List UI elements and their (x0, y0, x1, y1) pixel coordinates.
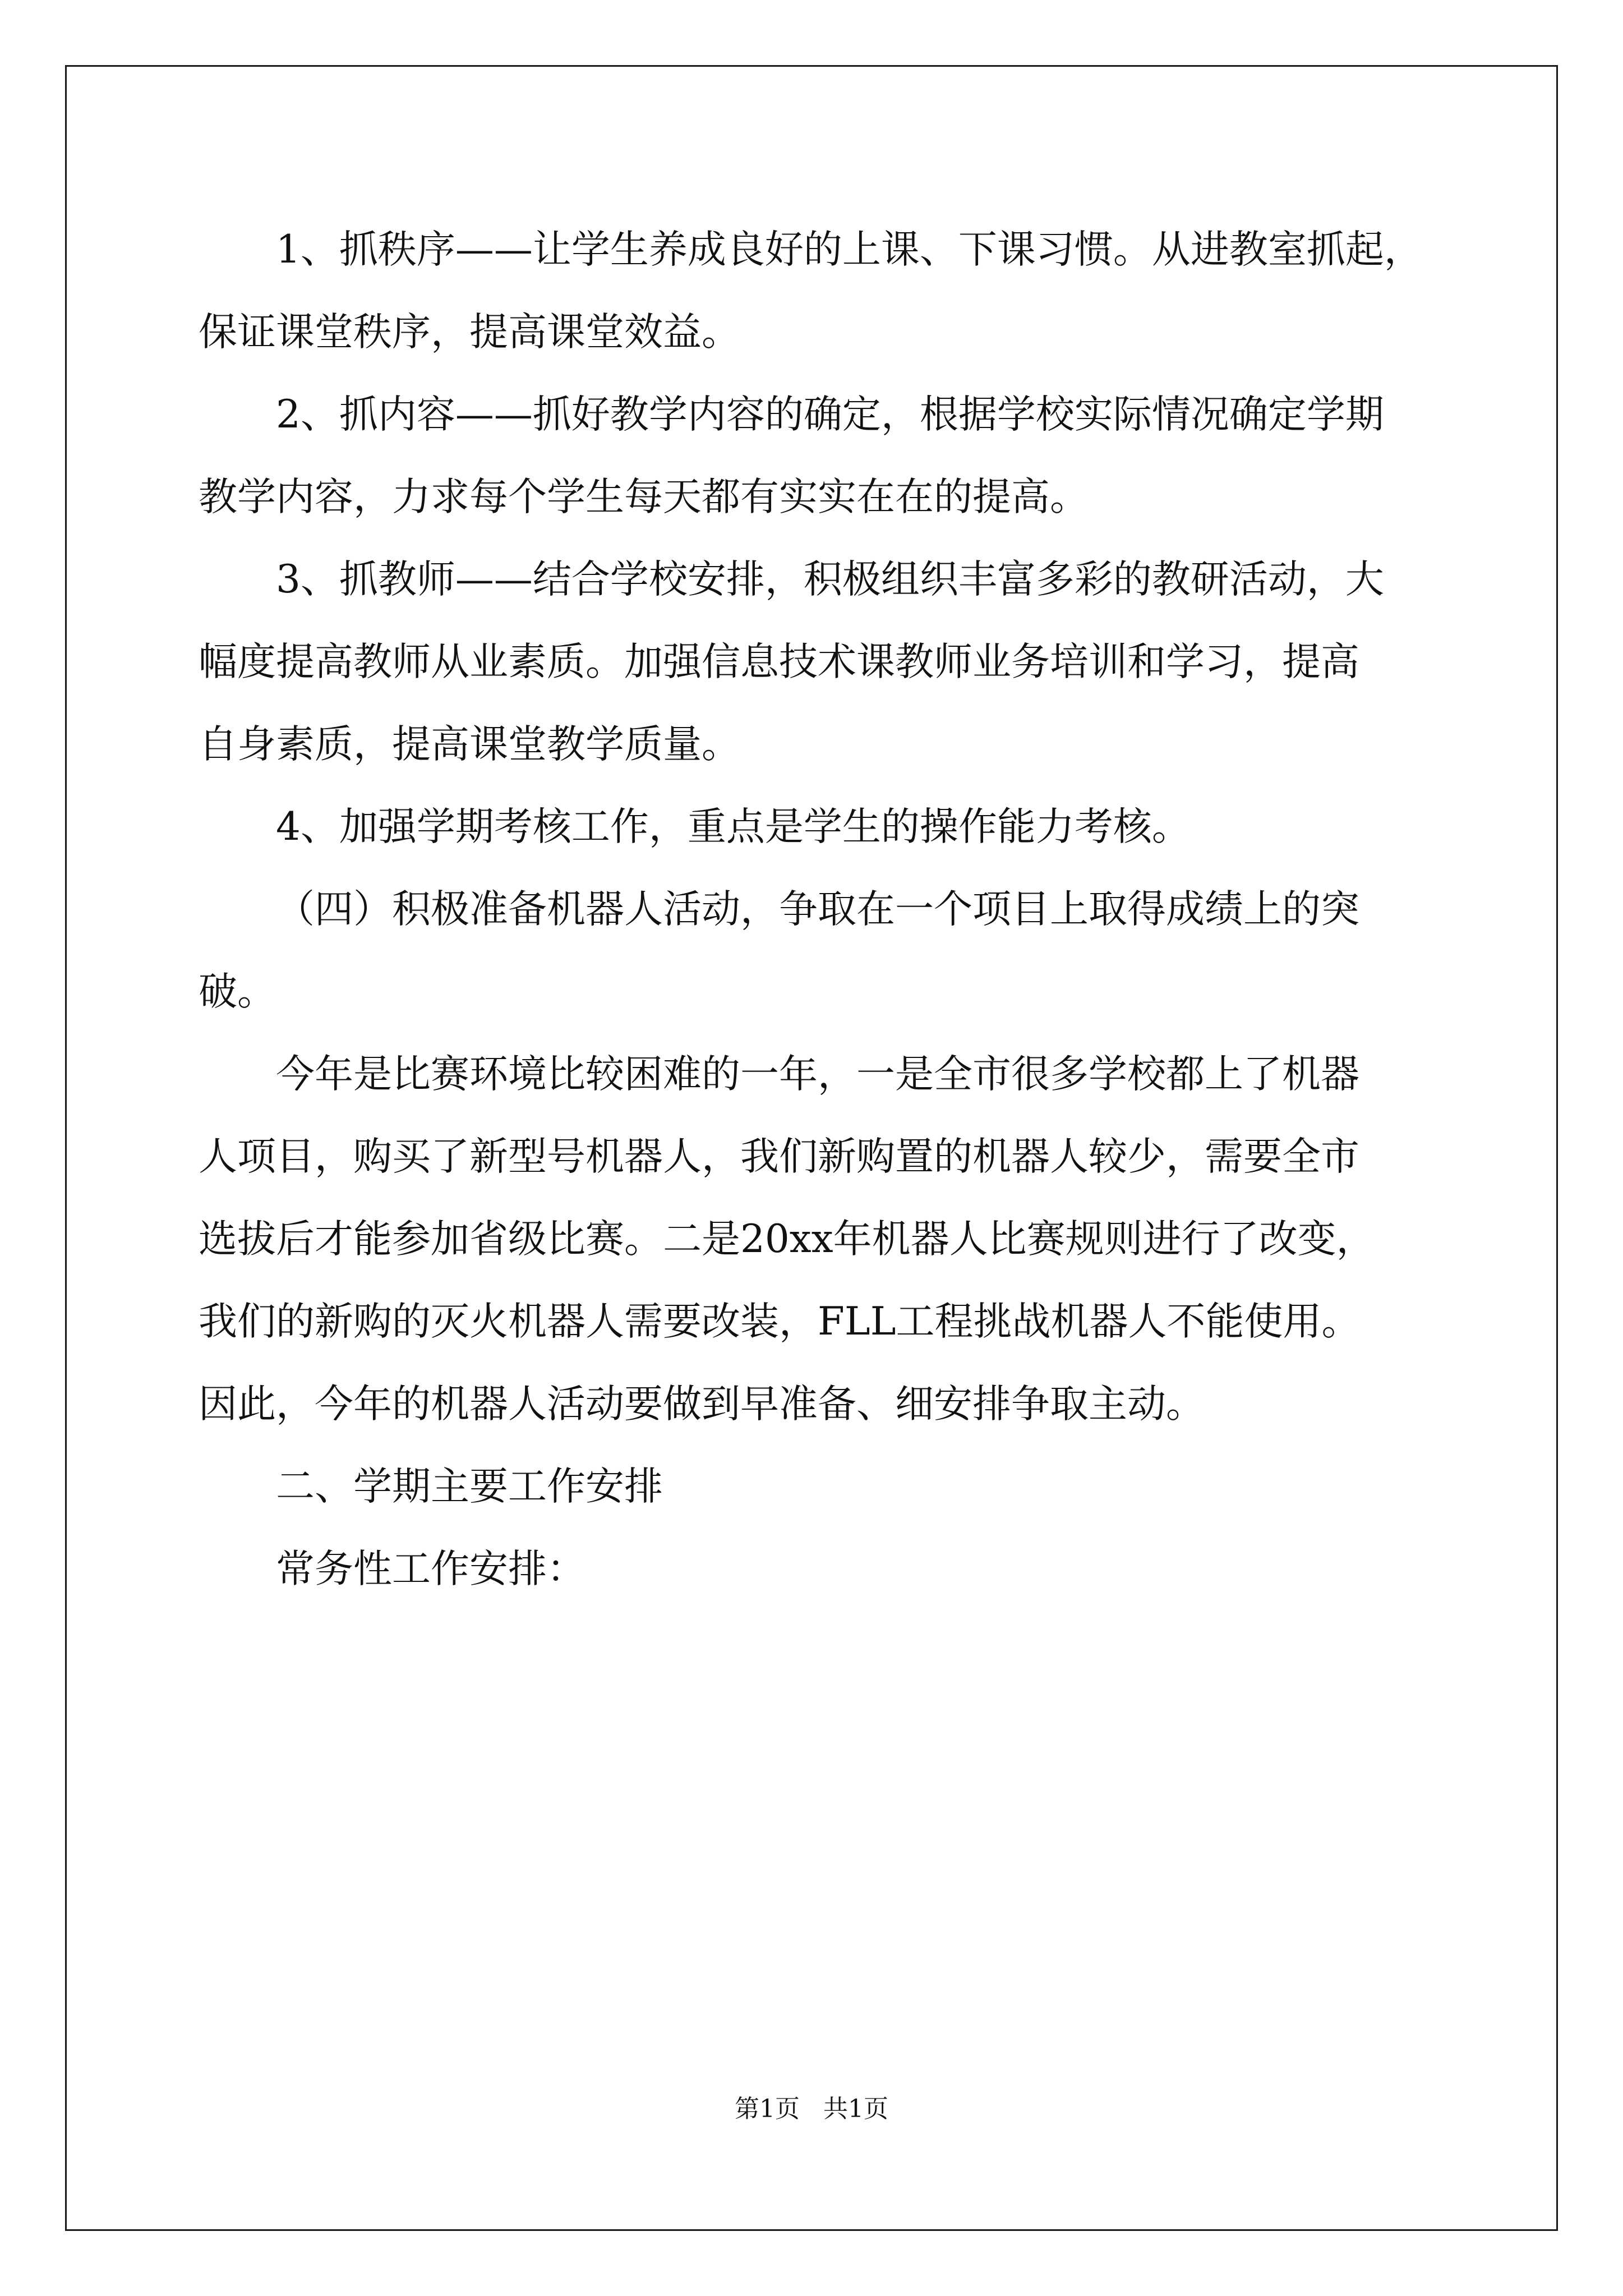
paragraph-line: 3、抓教师——结合学校安排，积极组织丰富多彩的教研活动，大 (276, 557, 1384, 602)
section-heading (199, 1446, 1437, 1528)
paragraph-line: 二、学期主要工作安排 (276, 1464, 663, 1509)
page-number: 第1页 (735, 2095, 800, 2123)
paragraph-2 (199, 374, 1437, 539)
paragraph-6 (199, 1033, 1437, 1446)
paragraph-line: 4、加强学期考核工作，重点是学生的操作能力考核。 (276, 804, 1191, 849)
page-total: 共1页 (823, 2095, 888, 2123)
paragraph-1 (199, 209, 1437, 374)
paragraph-line: 幅度提高教师从业素质。加强信息技术课教师业务培训和学习，提高 (199, 639, 1359, 684)
paragraph-line: 2、抓内容——抓好教学内容的确定，根据学校实际情况确定学期 (276, 392, 1384, 437)
paragraph-line: 选拔后才能参加省级比赛。二是20xx年机器人比赛规则进行了改变， (199, 1217, 1375, 1262)
subsection-heading (199, 1528, 1437, 1611)
paragraph-line: 因此，今年的机器人活动要做到早准备、细安排争取主动。 (199, 1382, 1205, 1427)
paragraph-4 (199, 786, 1437, 868)
page-footer (0, 2092, 1623, 2126)
paragraph-line: （四）积极准备机器人活动，争取在一个项目上取得成绩上的突 (276, 887, 1359, 932)
paragraph-line: 今年是比赛环境比较困难的一年，一是全市很多学校都上了机器 (276, 1052, 1359, 1097)
paragraph-5 (199, 868, 1437, 1033)
document-body (199, 209, 1437, 1611)
paragraph-line: 1、抓秩序——让学生养成良好的上课、下课习惯。从进教室抓起， (276, 227, 1423, 272)
paragraph-line: 自身素质，提高课堂教学质量。 (199, 722, 740, 767)
paragraph-line: 常务性工作安排： (276, 1547, 585, 1591)
paragraph-3 (199, 539, 1437, 786)
paragraph-line: 破。 (199, 969, 276, 1014)
paragraph-line: 教学内容，力求每个学生每天都有实实在在的提高。 (199, 475, 1089, 519)
paragraph-line: 人项目，购买了新型号机器人，我们新购置的机器人较少，需要全市 (199, 1134, 1359, 1179)
paragraph-line: 保证课堂秩序，提高课堂效益。 (199, 310, 740, 355)
paragraph-line: 我们的新购的灭火机器人需要改装，FLL工程挑战机器人不能使用。 (199, 1299, 1361, 1344)
